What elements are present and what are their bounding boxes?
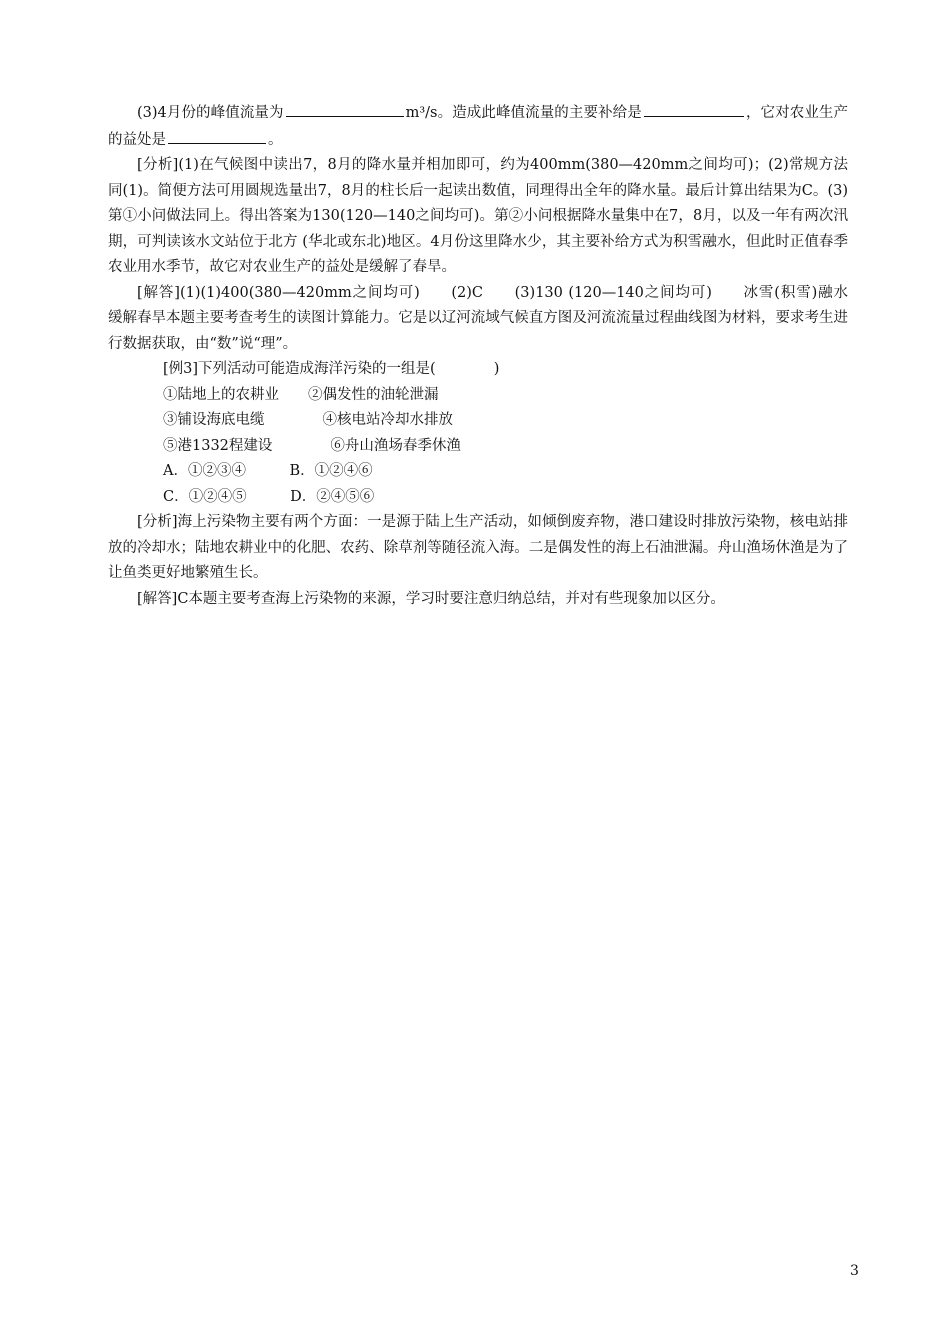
page-number: 3	[850, 1263, 859, 1279]
analysis-1-paragraph: [分析](1)在气候图中读出7，8月的降水量并相加即可，约为400mm(380—420mm之间均可)；(2)常规方法同(1)。简便方法可用圆规选量出7，8月的柱长后一起读出数值，同理得出全年的降水量。最后计算出结果为C。(3)第①小问做法同上。得出答案为130(120—140之间均可)。第②小问根据降水量集中在7，8月，以及一年有两次汛期，可判读该水文站位于北方 (华北或东北)地区。4月份这里降水少，其主要补给方式为积雪融水，但此时正值春季农业用水季节，故它对农业生产的益处是缓解了春旱。	[108, 157, 848, 275]
answer-blank-3	[168, 127, 266, 144]
example-3-choice-line: A．①②③④ B．①②④⑥	[163, 463, 373, 479]
analysis-2-paragraph: [分析]海上污染物主要有两个方面：一是源于陆上生产活动，如倾倒废弃物，港口建设时排放污染物，核电站排放的冷却水；陆地农耕业中的化肥、农药、除草剂等随径流入海。二是偶发性的海上石油泄漏。舟山渔场休渔是为了让鱼类更好地繁殖生长。	[108, 514, 848, 581]
example-3-option-line: ⑤港1332程建设 ⑥舟山渔场春季休渔	[163, 437, 461, 454]
answer-blank-1	[286, 100, 404, 117]
example-3-question: [例3]下列活动可能造成海洋污染的一组是( )	[163, 361, 500, 377]
example-3-option-line: ③铺设海底电缆 ④核电站冷却水排放	[163, 412, 453, 428]
answer-blank-2	[644, 100, 744, 117]
example-3-block	[163, 357, 848, 510]
question-3-text-a: (3)4月份的峰值流量为	[137, 105, 284, 121]
answer-1-paragraph: [解答](1)(1)400(380—420mm之间均可) (2)C (3)130 (120—140之间均可) 冰雪(积雪)融水 缓解春旱本题主要考查考生的读图计算能力。它是以辽河流域气候直方图及河流流量过程曲线图为材料，要求考生进行数据获取，由“数”说“理”。	[108, 284, 877, 352]
page-content	[108, 100, 877, 612]
example-3-choice-line: C．①②④⑤ D．②④⑤⑥	[163, 488, 375, 505]
question-3-text-b: m³/s。造成此峰值流量的主要补给是	[405, 105, 642, 121]
answer-2-paragraph: [解答]C本题主要考查海上污染物的来源，学习时要注意归纳总结，并对有些现象加以区分。	[137, 590, 725, 607]
question-3-text-d: 。	[268, 131, 283, 148]
question-3-text-c: ，它对农业生产的益处是	[108, 105, 849, 148]
question-3-line	[108, 100, 848, 153]
example-3-option-line: ①陆地上的农耕业 ②偶发性的油轮泄漏	[163, 386, 439, 403]
